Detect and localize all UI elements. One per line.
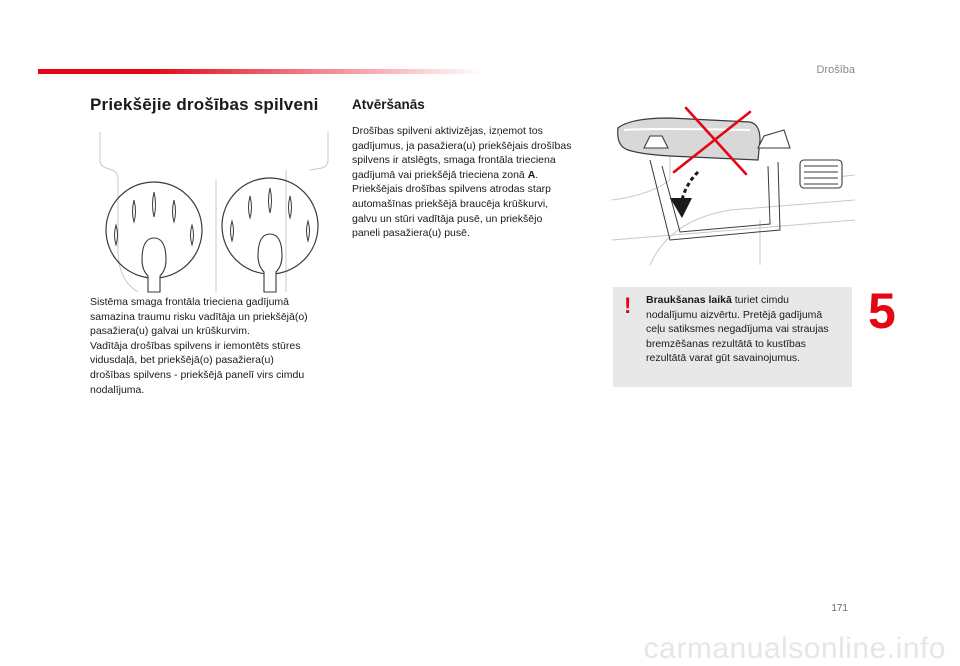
chapter-number: 5: [868, 283, 896, 339]
watermark: carmanualsonline.info: [643, 632, 946, 665]
middle-text-part-2: . Priekšējais drošības spilvens atrodas starp automašīnas priekšējā braucēja krūškurvi, galvu un stūri vadītāja pusē, un priekšējo paneli pasažiera(u) pusē.: [352, 168, 552, 240]
page-number: 171: [831, 603, 848, 614]
left-body-text: Sistēma smaga frontāla trieciena gadījumā samazina traumu risku vadītāja un priekšējā(o) pasažiera(u) galvai un krūškurvim. Vadītāja drošības spilvens ir iemontēts stūres vidusdaļā, bet priekšējā(o) pasažiera(u) drošības spilvens - priekšējā panelī virs cimdu nodalījuma.: [90, 296, 308, 396]
page-title-airbags: Priekšējie drošības spilveni: [90, 95, 319, 114]
section-heading-deployment: Atvēršanās: [352, 97, 425, 112]
header-accent-bar: [38, 69, 483, 74]
airbag-occupants-illustration: [98, 130, 330, 293]
warning-body: turiet cimdu nodalījumu aizvērtu. Pretējā gadījumā ceļu satiksmes negadījuma vai straujas bremzēšanas rezultātā to kustības rezultātā varat gūt savainojumus.: [646, 294, 829, 365]
warning-text: [646, 293, 846, 366]
middle-body-text: [352, 124, 597, 241]
warning-box: [613, 287, 852, 387]
dashboard-glovebox-no-object-illustration: [610, 100, 855, 265]
section-name: Drošība: [816, 64, 855, 76]
zone-label: A: [527, 168, 536, 181]
exclamation-icon: !: [624, 293, 632, 318]
warning-bold-lead: Braukšanas laikā: [646, 294, 732, 306]
middle-text-part-1: Drošības spilveni aktivizējas, izņemot tos gadījumus, ja pasažiera(u) priekšējais drošības spilvens ir atslēgts, smaga frontāla trieciena gadījumā vai priekšējā trieciena zonā: [352, 125, 572, 181]
